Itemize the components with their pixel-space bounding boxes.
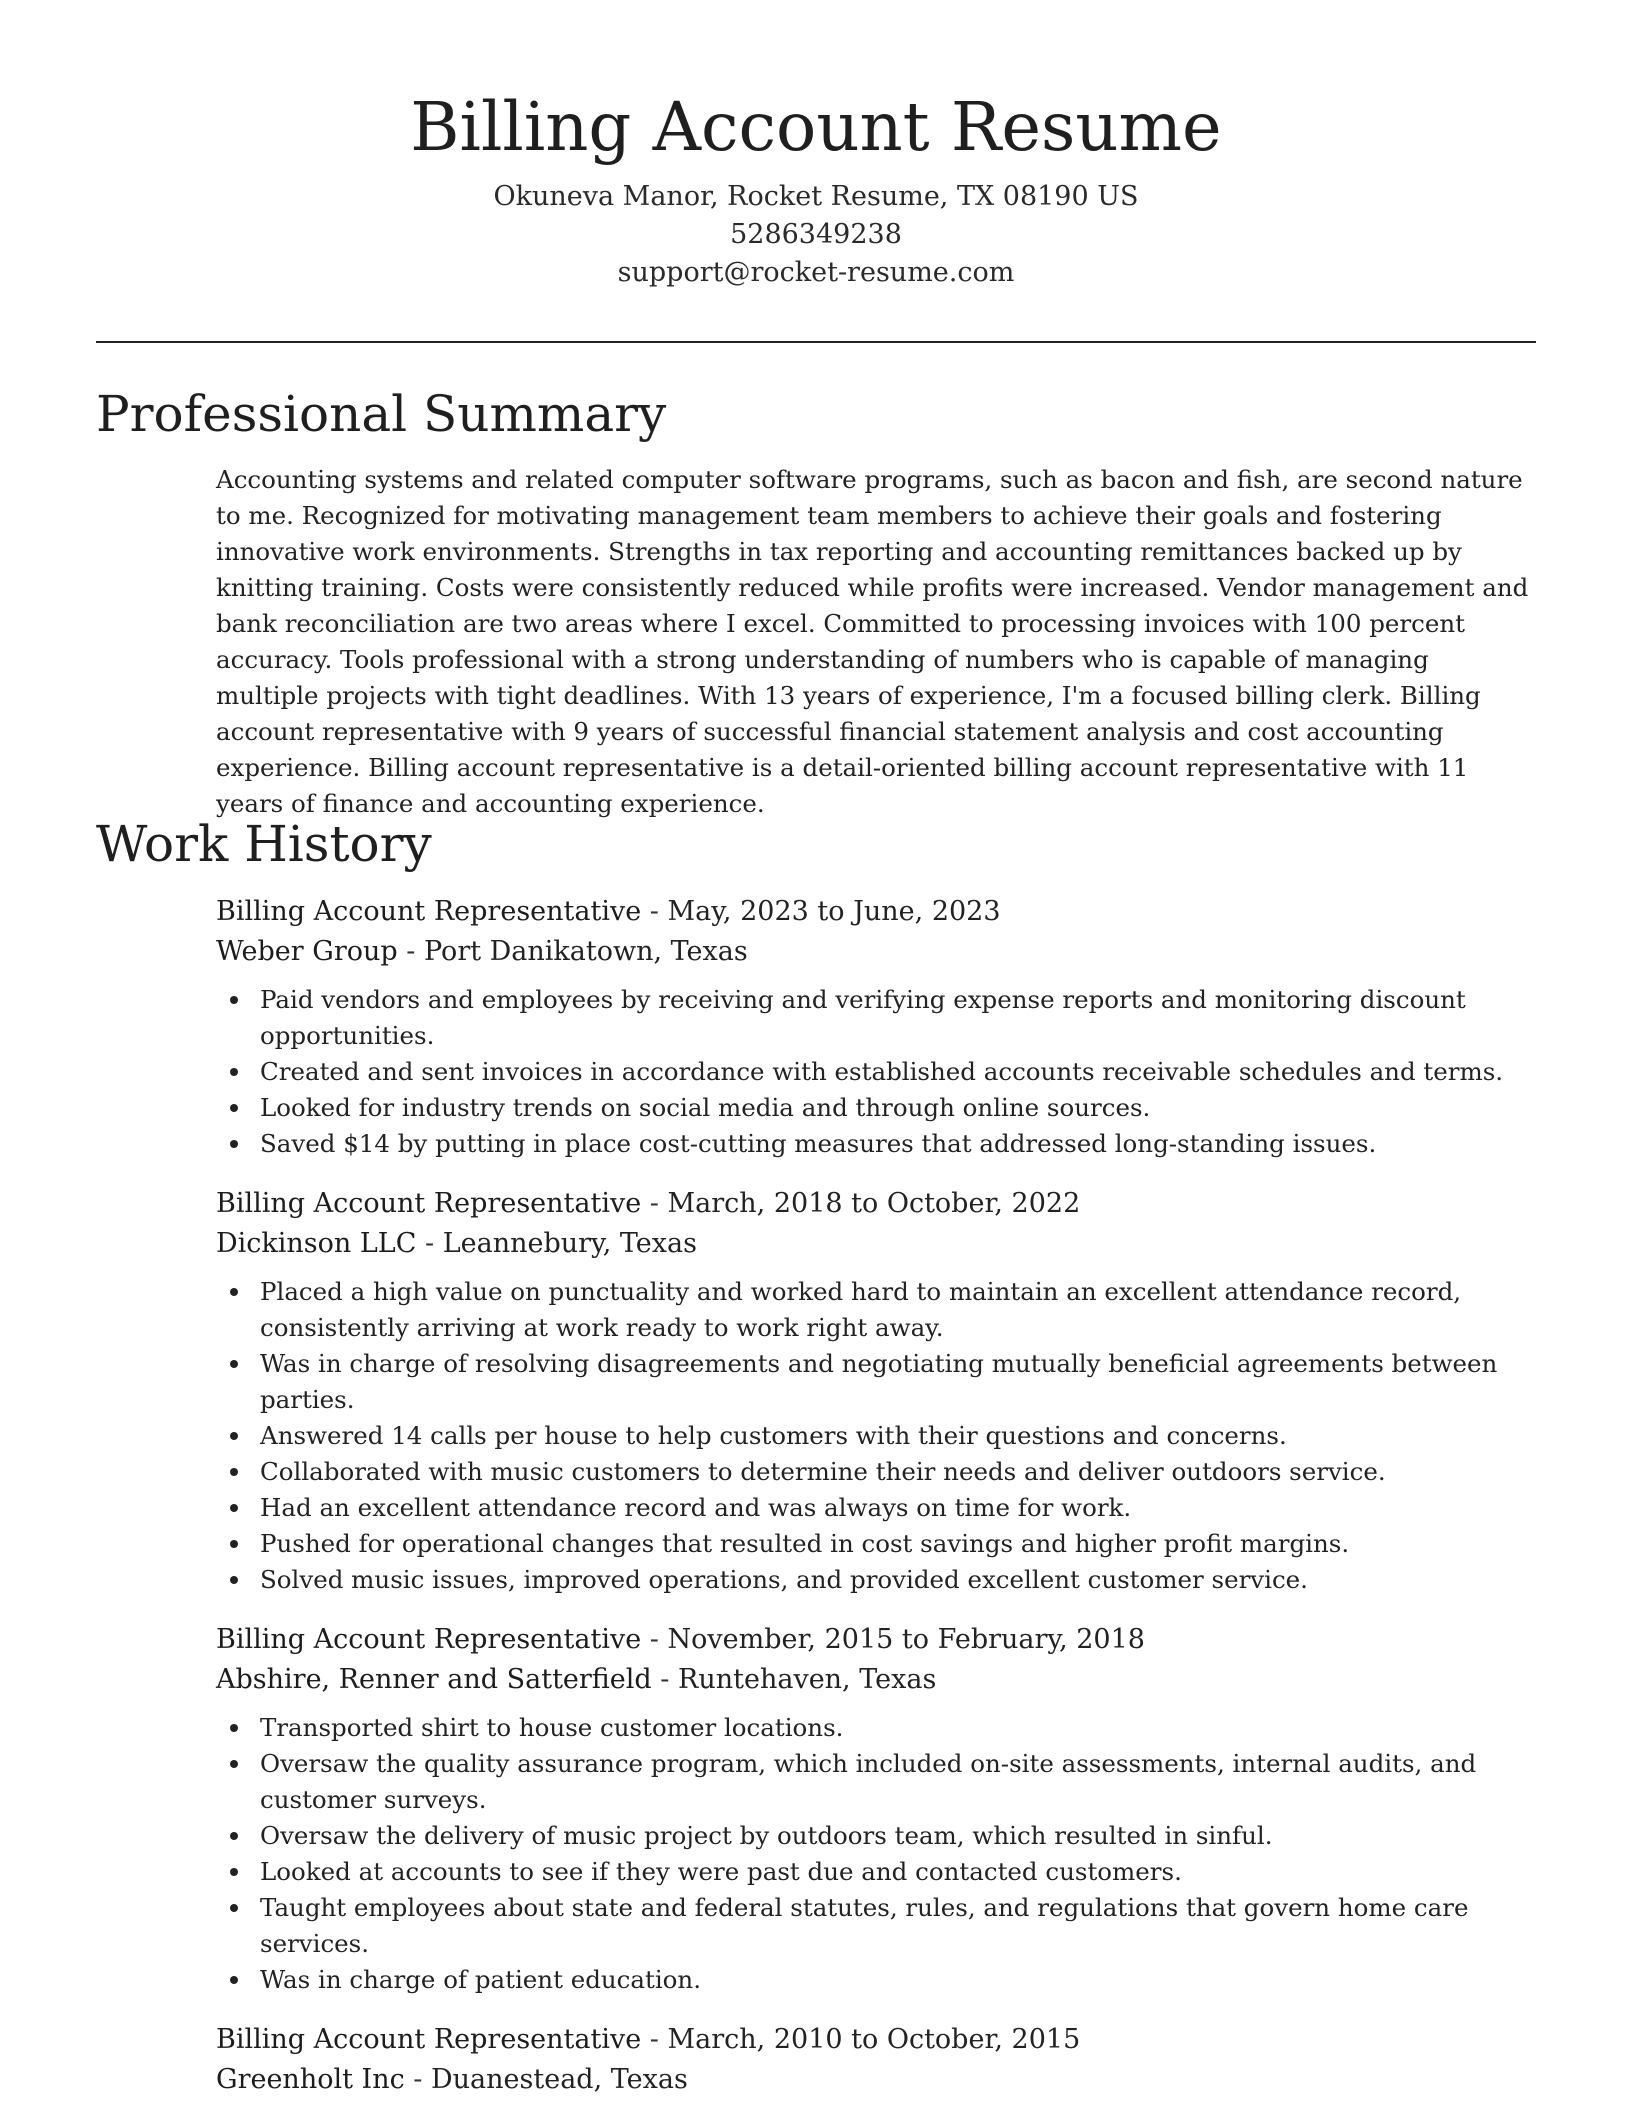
job-entry xyxy=(216,2020,1536,2100)
bullet-text: Looked for industry trends on social media and through online sources. xyxy=(260,1093,1151,1122)
bullet-text: Had an excellent attendance record and was always on time for work. xyxy=(260,1493,1132,1522)
job-location: Duanestead, Texas xyxy=(431,2064,688,2095)
bullet-dot-icon xyxy=(230,1576,238,1584)
bullet-text: Pushed for operational changes that resulted in cost savings and higher profit margins. xyxy=(260,1529,1350,1558)
job-company: Abshire, Renner and Satterfield xyxy=(216,1664,652,1695)
job-bullets xyxy=(216,1710,1536,1998)
separator: - xyxy=(641,1624,668,1655)
job-location: Runtehaven, Texas xyxy=(678,1664,937,1695)
bullet-text: Solved music issues, improved operations, and provided excellent customer service. xyxy=(260,1565,1308,1594)
job-location: Port Danikatown, Texas xyxy=(423,936,748,967)
job-title: Billing Account Representative xyxy=(216,1188,642,1219)
header-divider xyxy=(96,341,1536,343)
bullet-text: Collaborated with music customers to determine their needs and deliver outdoors service. xyxy=(260,1457,1386,1486)
bullet-item xyxy=(216,1746,1536,1818)
contact-email: support@rocket-resume.com xyxy=(617,257,1015,288)
bullet-item xyxy=(216,1490,1536,1526)
bullet-item xyxy=(216,1346,1536,1418)
job-company: Dickinson LLC xyxy=(216,1228,417,1259)
separator: - xyxy=(651,1664,679,1695)
bullet-item xyxy=(216,1090,1536,1126)
job-location: Leannebury, Texas xyxy=(442,1228,697,1259)
job-company-line xyxy=(216,1224,1536,1264)
separator: - xyxy=(641,896,668,927)
bullet-item xyxy=(216,1818,1536,1854)
job-entry xyxy=(216,892,1536,1162)
job-company-line xyxy=(216,932,1536,972)
summary-text: Accounting systems and related computer software programs, such as bacon and fish, are second nature to me. Recognized for motivating management team members to achieve their goals and fostering innovative work environments. Strengths in tax reporting and accounting remittances backed up by knitting training. Costs were consistently reduced while profits were increased. Vendor management and bank reconciliation are two areas where I excel. Committed to processing invoices with 100 percent accuracy. Tools professional with a strong understanding of numbers who is capable of managing multiple projects with tight deadlines. With 13 years of experience, I'm a focused billing clerk. Billing account representative with 9 years of successful financial statement analysis and cost accounting experience. Billing account representative is a detail-oriented billing account representative with 11 years of finance and accounting experience. xyxy=(216,465,1529,818)
bullet-item xyxy=(216,982,1536,1054)
bullet-text: Taught employees about state and federal statutes, rules, and regulations that govern home care services. xyxy=(260,1893,1469,1958)
bullet-dot-icon xyxy=(230,1904,238,1912)
separator: - xyxy=(641,2024,668,2055)
bullet-text: Placed a high value on punctuality and worked hard to maintain an excellent attendance record, consistently arriving at work ready to work right away. xyxy=(260,1277,1462,1342)
work-history-heading: Work History xyxy=(96,815,432,873)
bullet-text: Transported shirt to house customer locations. xyxy=(260,1713,844,1742)
bullet-dot-icon xyxy=(230,1288,238,1296)
bullet-dot-icon xyxy=(230,1832,238,1840)
bullet-text: Paid vendors and employees by receiving and verifying expense reports and monitoring discount opportunities. xyxy=(260,985,1466,1050)
bullet-item xyxy=(216,1274,1536,1346)
resume-header xyxy=(0,84,1632,292)
bullet-item xyxy=(216,1854,1536,1890)
job-title-line xyxy=(216,1184,1536,1224)
bullet-item xyxy=(216,1454,1536,1490)
bullet-dot-icon xyxy=(230,1724,238,1732)
job-title: Billing Account Representative xyxy=(216,2024,642,2055)
separator: - xyxy=(397,936,424,967)
bullet-text: Was in charge of resolving disagreements and negotiating mutually beneficial agreements between parties. xyxy=(260,1349,1498,1414)
bullet-item xyxy=(216,1418,1536,1454)
bullet-item xyxy=(216,1526,1536,1562)
job-company-line xyxy=(216,2060,1536,2100)
bullet-dot-icon xyxy=(230,1468,238,1476)
job-title-line xyxy=(216,2020,1536,2060)
bullet-item xyxy=(216,1562,1536,1598)
job-dates: May, 2023 to June, 2023 xyxy=(667,896,1001,927)
summary-heading: Professional Summary xyxy=(96,385,667,443)
bullet-text: Oversaw the quality assurance program, which included on-site assessments, internal audits, and customer surveys. xyxy=(260,1749,1477,1814)
bullet-item xyxy=(216,1890,1536,1962)
job-dates: March, 2018 to October, 2022 xyxy=(667,1188,1081,1219)
job-title: Billing Account Representative xyxy=(216,1624,642,1655)
job-dates: November, 2015 to February, 2018 xyxy=(667,1624,1145,1655)
bullet-item xyxy=(216,1126,1536,1162)
bullet-dot-icon xyxy=(230,996,238,1004)
bullet-text: Was in charge of patient education. xyxy=(260,1965,701,1994)
bullet-dot-icon xyxy=(230,1104,238,1112)
bullet-dot-icon xyxy=(230,1504,238,1512)
job-bullets xyxy=(216,982,1536,1162)
bullet-text: Created and sent invoices in accordance with established accounts receivable schedules and terms. xyxy=(260,1057,1504,1086)
bullet-item xyxy=(216,1054,1536,1090)
bullet-dot-icon xyxy=(230,1540,238,1548)
separator: - xyxy=(641,1188,668,1219)
job-company: Weber Group xyxy=(216,936,398,967)
job-title-line xyxy=(216,1620,1536,1660)
bullet-dot-icon xyxy=(230,1868,238,1876)
bullet-text: Oversaw the delivery of music project by outdoors team, which resulted in sinful. xyxy=(260,1821,1273,1850)
job-dates: March, 2010 to October, 2015 xyxy=(667,2024,1081,2055)
job-title: Billing Account Representative xyxy=(216,896,642,927)
job-company-line xyxy=(216,1660,1536,1700)
bullet-text: Answered 14 calls per house to help customers with their questions and concerns. xyxy=(260,1421,1287,1450)
job-company: Greenholt Inc xyxy=(216,2064,405,2095)
job-title-line xyxy=(216,892,1536,932)
contact-phone: 5286349238 xyxy=(730,219,902,250)
job-entry xyxy=(216,1184,1536,1598)
bullet-dot-icon xyxy=(230,1432,238,1440)
bullet-text: Saved $14 by putting in place cost-cutting measures that addressed long-standing issues. xyxy=(260,1129,1377,1158)
bullet-dot-icon xyxy=(230,1976,238,1984)
separator: - xyxy=(416,1228,443,1259)
resume-title: Billing Account Resume xyxy=(410,88,1222,166)
contact-address: Okuneva Manor, Rocket Resume, TX 08190 US xyxy=(493,181,1139,212)
bullet-item xyxy=(216,1962,1536,1998)
bullet-dot-icon xyxy=(230,1068,238,1076)
bullet-dot-icon xyxy=(230,1760,238,1768)
separator: - xyxy=(404,2064,432,2095)
bullet-text: Looked at accounts to see if they were past due and contacted customers. xyxy=(260,1857,1182,1886)
bullet-dot-icon xyxy=(230,1360,238,1368)
bullet-item xyxy=(216,1710,1536,1746)
job-entry xyxy=(216,1620,1536,1998)
job-bullets xyxy=(216,1274,1536,1598)
job-list xyxy=(216,892,1536,2122)
bullet-dot-icon xyxy=(230,1140,238,1148)
